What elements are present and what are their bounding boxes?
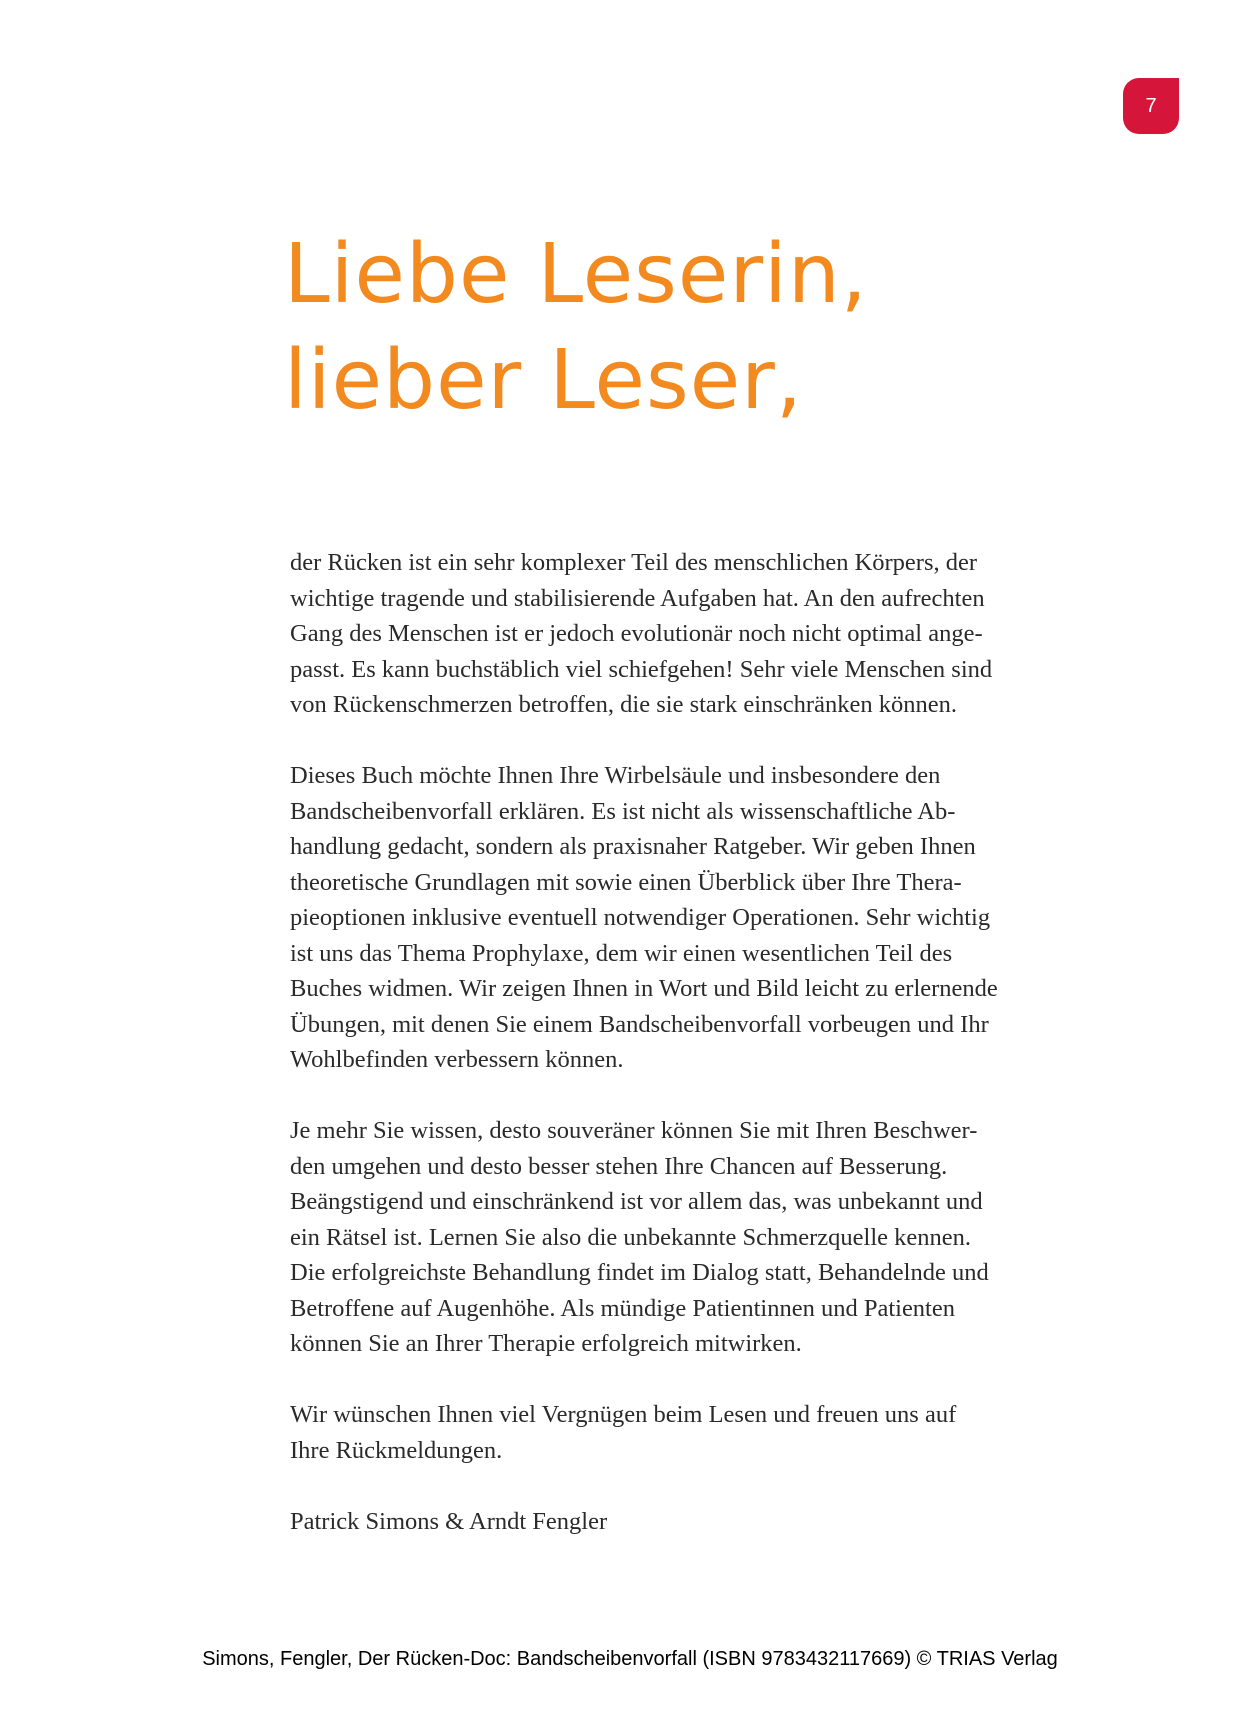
text-line: Ihre Rückmeldungen. [290,1436,503,1464]
text-line: Wir wünschen Ihnen viel Vergnügen beim Lesen und freuen uns auf [290,1401,957,1428]
text-line: ist uns das Thema Prophylaxe, dem wir einen wesentlichen Teil des [290,939,953,967]
text-line: passt. Es kann buchstäblich viel schiefgehen! Sehr viele Menschen sind [290,655,993,683]
text-line: ein Rätsel ist. Lernen Sie also die unbekannte Schmerzquelle kennen. [290,1223,972,1251]
heading-line-2: lieber Leser, [284,333,803,428]
text-line: theoretische Grundlagen mit sowie einen Überblick über Ihre Thera- [290,868,962,896]
signature [290,1504,1130,1540]
text-line: von Rückenschmerzen betroffen, die sie stark einschränken können. [290,691,957,718]
page-number-badge: 7 [1123,78,1179,134]
heading-line-1: Liebe Leserin, [284,227,868,322]
page-heading [284,222,868,434]
text-line: Bandscheibenvorfall erklären. Es ist nicht als wissenschaftliche Ab- [290,797,956,825]
text-line: pieoptionen inklusive eventuell notwendiger Operationen. Sehr wichtig [290,904,991,931]
text-line: Buches widmen. Wir zeigen Ihnen in Wort und Bild leicht zu erlernende [290,975,998,1002]
paragraph-3 [290,1113,1130,1362]
signature-text: Patrick Simons & Arndt Fengler [290,1507,608,1535]
text-line: Dieses Buch möchte Ihnen Ihre Wirbelsäule und insbesondere den [290,762,941,789]
text-line: Je mehr Sie wissen, desto souveräner können Sie mit Ihren Beschwer- [290,1117,978,1144]
text-line: Betroffene auf Augenhöhe. Als mündige Patientinnen und Patienten [290,1294,955,1322]
text-line: Übungen, mit denen Sie einem Bandscheibenvorfall vorbeugen und Ihr [290,1010,989,1038]
text-line: Beängstigend und einschränkend ist vor allem das, was unbekannt und [290,1188,983,1215]
text-line: den umgehen und desto besser stehen Ihre Chancen auf Besserung. [290,1152,948,1180]
text-line: der Rücken ist ein sehr komplexer Teil des menschlichen Körpers, der [290,549,978,576]
text-line: Wohlbefinden verbessern können. [290,1046,624,1073]
copyright-footer: Simons, Fengler, Der Rücken-Doc: Bandscheibenvorfall (ISBN 9783432117669) © TRIAS Verlag [202,1648,1058,1670]
paragraph-2 [290,758,1130,1078]
letter-body [290,545,1130,1575]
text-line: können Sie an Ihrer Therapie erfolgreich mitwirken. [290,1330,802,1357]
paragraph-1 [290,545,1130,723]
paragraph-4 [290,1397,1130,1468]
text-line: Die erfolgreichste Behandlung findet im Dialog statt, Behandelnde und [290,1259,989,1286]
text-line: wichtige tragende und stabilisierende Aufgaben hat. An den aufrechten [290,584,985,612]
text-line: handlung gedacht, sondern als praxisnaher Ratgeber. Wir geben Ihnen [290,833,976,860]
text-line: Gang des Menschen ist er jedoch evolutionär noch nicht optimal ange- [290,620,983,647]
